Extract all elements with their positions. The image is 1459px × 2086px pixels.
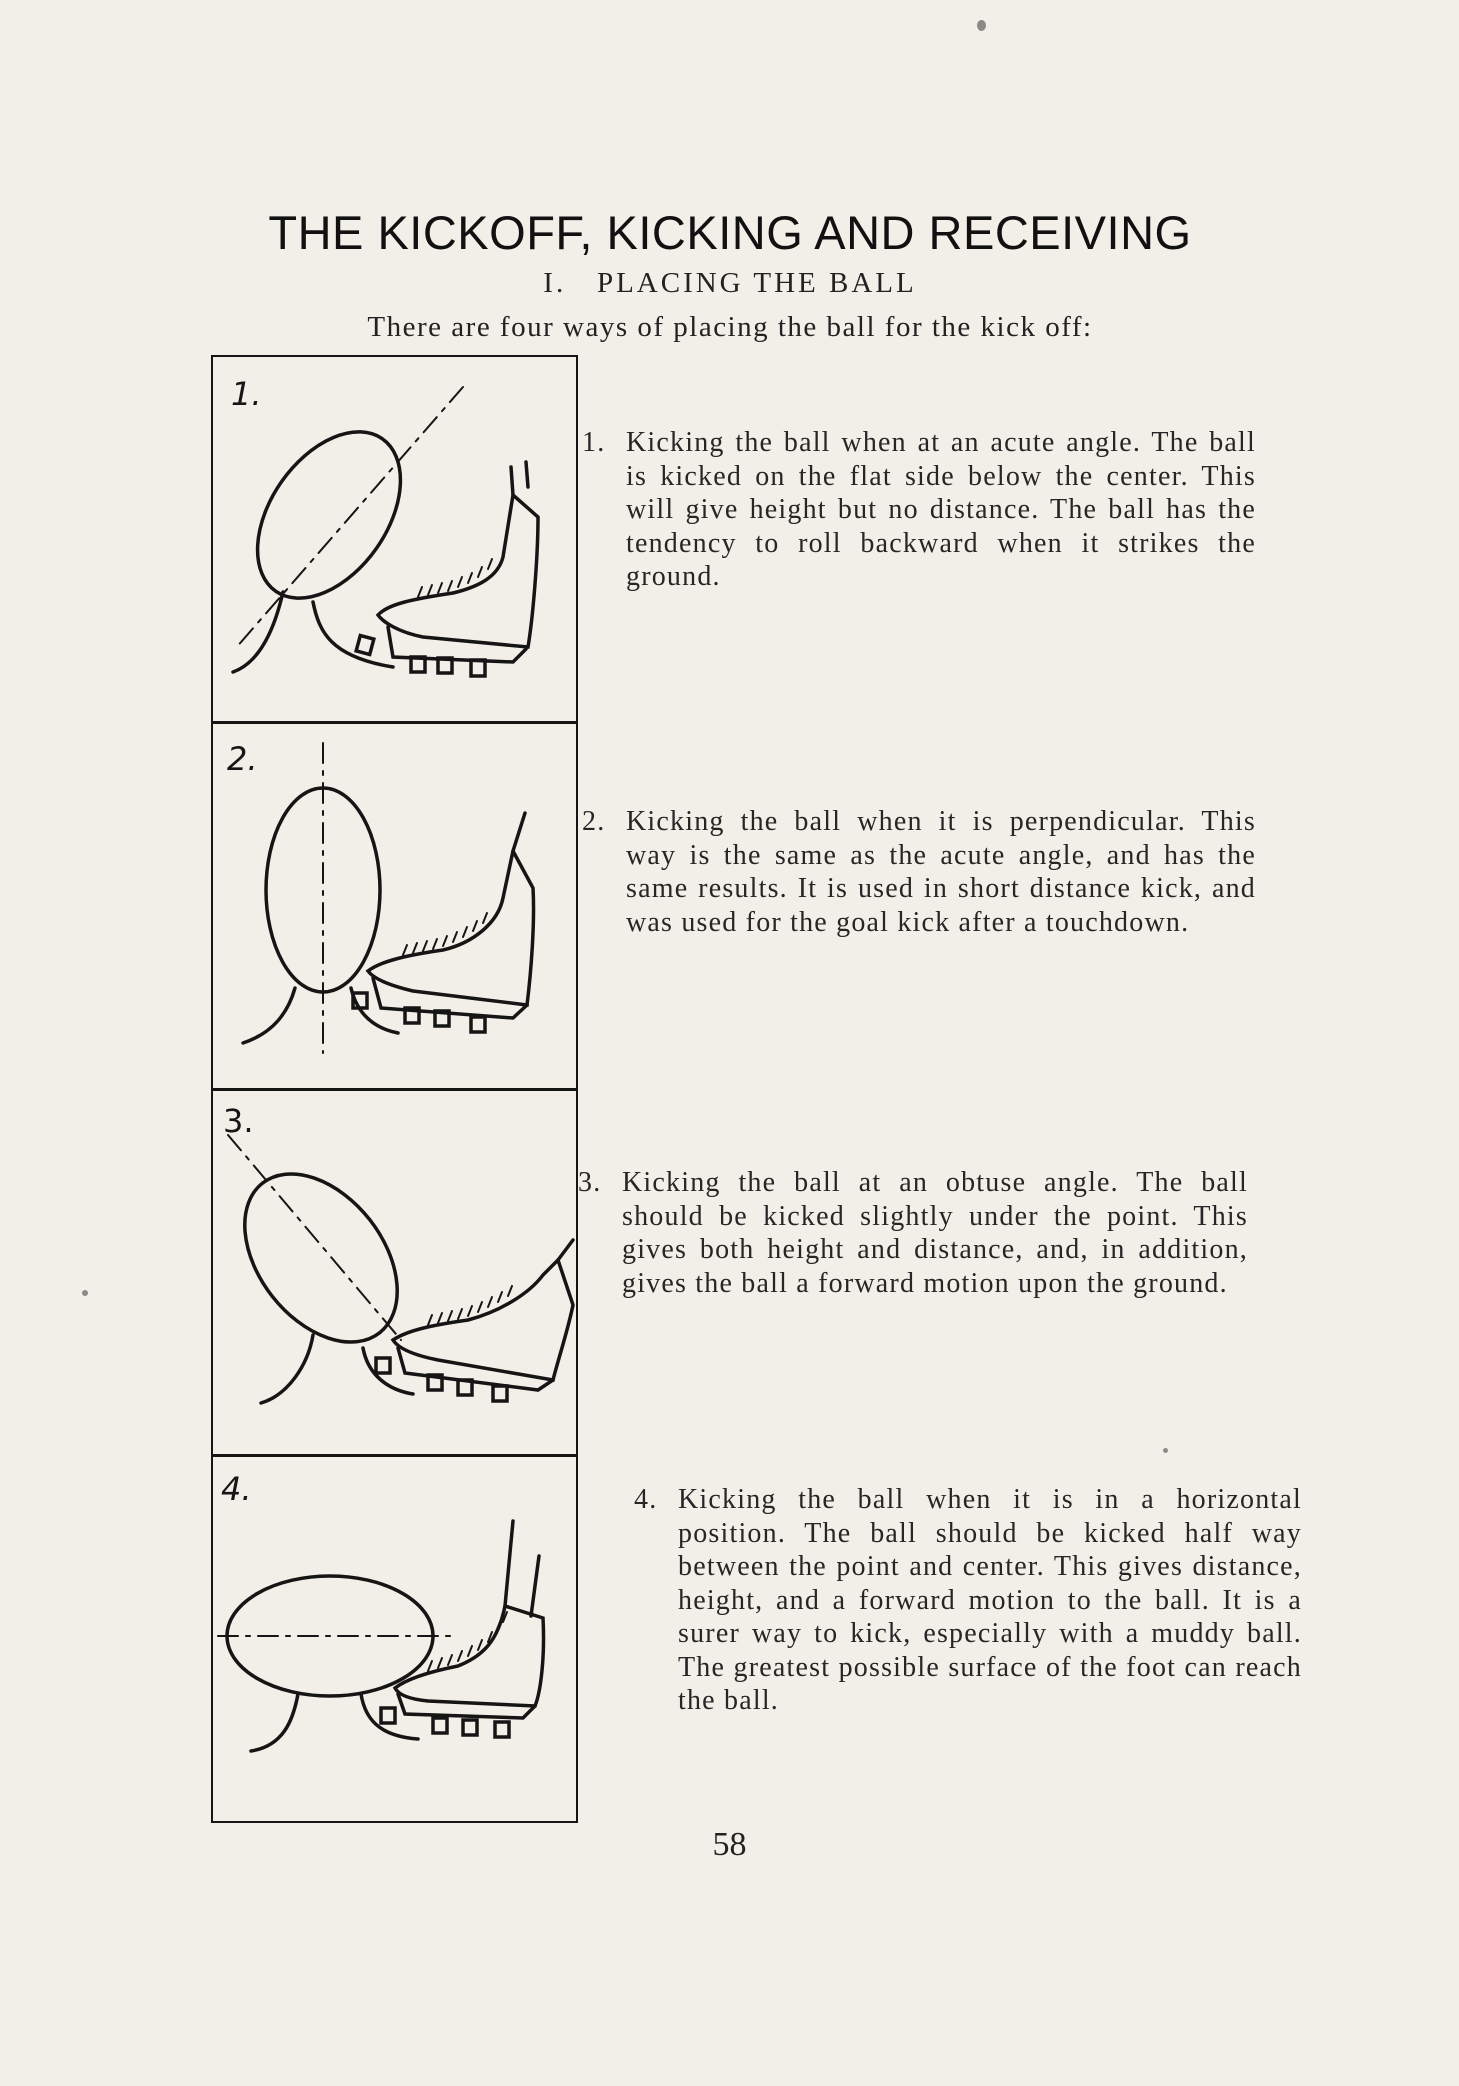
item-number: 4. bbox=[634, 1484, 658, 1515]
figure-panel-4 bbox=[211, 1454, 578, 1823]
figure-label: 2. bbox=[227, 740, 258, 778]
figure-label: 4. bbox=[221, 1470, 252, 1508]
figure-label: 3. bbox=[223, 1102, 254, 1140]
cleated-boot-icon bbox=[381, 1521, 544, 1737]
page-title: THE KICKOFF, KICKING AND RECEIVING bbox=[268, 206, 1192, 259]
figure-panel-3 bbox=[211, 1088, 578, 1457]
obtuse-angle-kick-illustration bbox=[213, 1090, 580, 1459]
ball-axis-line bbox=[235, 387, 463, 649]
description-text: Kicking the ball when at an acute angle. The ball is kicked on the flat side below the center. This will give height but no distance. The ball has the tendency to roll backward when it strikes the ground. bbox=[626, 427, 1256, 592]
paper-speck bbox=[82, 1290, 88, 1296]
cleated-boot-icon bbox=[353, 813, 534, 1032]
figure-panel-1 bbox=[211, 355, 578, 724]
kicking-tee bbox=[243, 988, 398, 1043]
page-number: 58 bbox=[712, 1826, 747, 1863]
item-number: 3. bbox=[578, 1167, 602, 1198]
figure-panel-2 bbox=[211, 721, 578, 1091]
cleated-boot-icon bbox=[376, 1240, 573, 1401]
item-number: 2. bbox=[582, 806, 606, 837]
perpendicular-kick-illustration bbox=[213, 723, 580, 1093]
paper-speck bbox=[977, 20, 986, 31]
kick-description-3 bbox=[578, 1166, 1248, 1300]
figure-label: 1. bbox=[231, 375, 262, 413]
kick-description-2 bbox=[582, 805, 1256, 939]
intro-text: There are four ways of placing the ball for the kick off: bbox=[367, 311, 1093, 343]
kick-description-1 bbox=[582, 426, 1256, 594]
paper-speck bbox=[1163, 1448, 1168, 1453]
acute-angle-kick-illustration bbox=[213, 357, 580, 726]
football-icon bbox=[228, 406, 430, 625]
item-number: 1. bbox=[582, 427, 606, 458]
description-text: Kicking the ball when it is perpendicular. This way is the same as the acute angle, and has the same results. It is used in short distance kick, and was used for the goal kick after a touchdown. bbox=[626, 806, 1256, 938]
description-text: Kicking the ball when it is in a horizontal position. The ball should be kicked half way between the point and center. This gives distance, height, and a forward motion to the ball. It is a surer way to kick, especially with a muddy ball. The greatest possible surface of the foot can reach the ball. bbox=[678, 1484, 1302, 1716]
kick-illustrations bbox=[211, 355, 582, 1823]
horizontal-kick-illustration bbox=[213, 1456, 580, 1825]
section-heading: I. PLACING THE BALL bbox=[543, 267, 917, 299]
cleated-boot-icon bbox=[356, 462, 538, 676]
ball-axis-line bbox=[228, 1135, 401, 1340]
kick-description-4 bbox=[634, 1483, 1302, 1718]
description-text: Kicking the ball at an obtuse angle. The ball should be kicked slightly under the point. This gives both height and distance, and, in addition, gives the ball a forward motion upon the ground. bbox=[622, 1167, 1248, 1299]
kicking-tee bbox=[233, 592, 393, 672]
